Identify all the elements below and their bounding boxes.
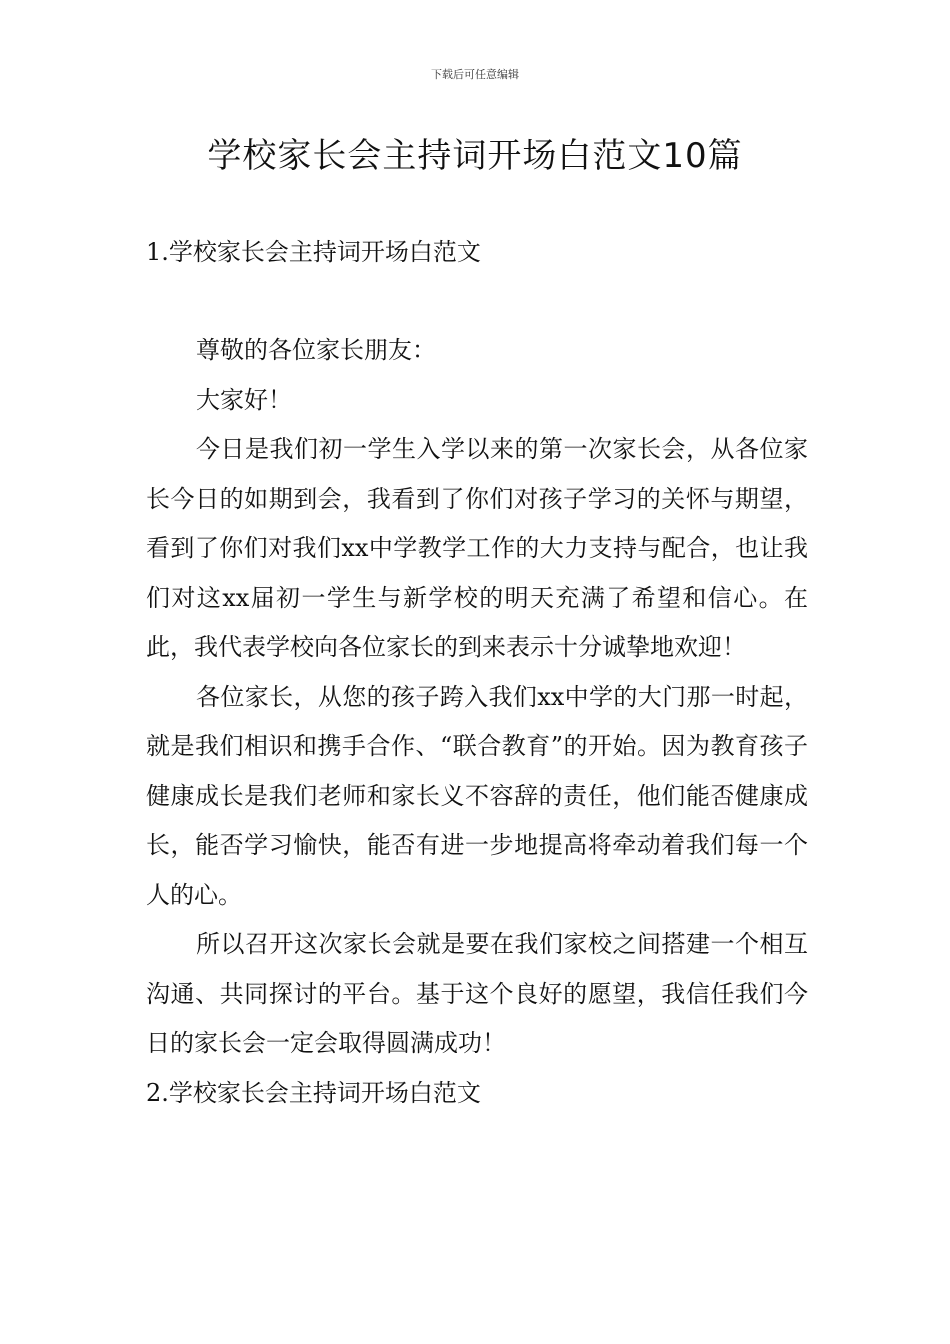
body-paragraph-1: 今日是我们初一学生入学以来的第一次家长会，从各位家长今日的如期到会，我看到了你们对孩子学习的关怀与期望，看到了你们对我们xx中学教学工作的大力支持与配合，也让我们对这xx届初一学生与新学校的明天充满了希望和信心。在此，我代表学校向各位家长的到来表示十分诚挚地欢迎！ <box>146 435 808 661</box>
section-2-heading: 2.学校家长会主持词开场白范文 <box>146 1078 481 1107</box>
section-1-heading: 1.学校家长会主持词开场白范文 <box>146 238 481 266</box>
salutation-paragraph: 尊敬的各位家长朋友： <box>196 336 436 364</box>
body-paragraph-2: 各位家长，从您的孩子跨入我们xx中学的大门那一时起，就是我们相识和携手合作、“联合教育”的开始。因为教育孩子健康成长是我们老师和家长义不容辞的责任，他们能否健康成长，能否学习愉快，能否有进一步地提高将牵动着我们每一个人的心。 <box>146 682 808 909</box>
body-paragraph-3: 所以召开这次家长会就是要在我们家校之间搭建一个相互沟通、共同探讨的平台。基于这个良好的愿望，我信任我们今日的家长会一定会取得圆满成功！ <box>146 930 808 1057</box>
greeting-paragraph: 大家好！ <box>196 385 292 414</box>
header-note: 下载后可任意编辑 <box>431 68 519 81</box>
document-title: 学校家长会主持词开场白范文10篇 <box>207 136 743 176</box>
section-1-body <box>146 326 808 1118</box>
